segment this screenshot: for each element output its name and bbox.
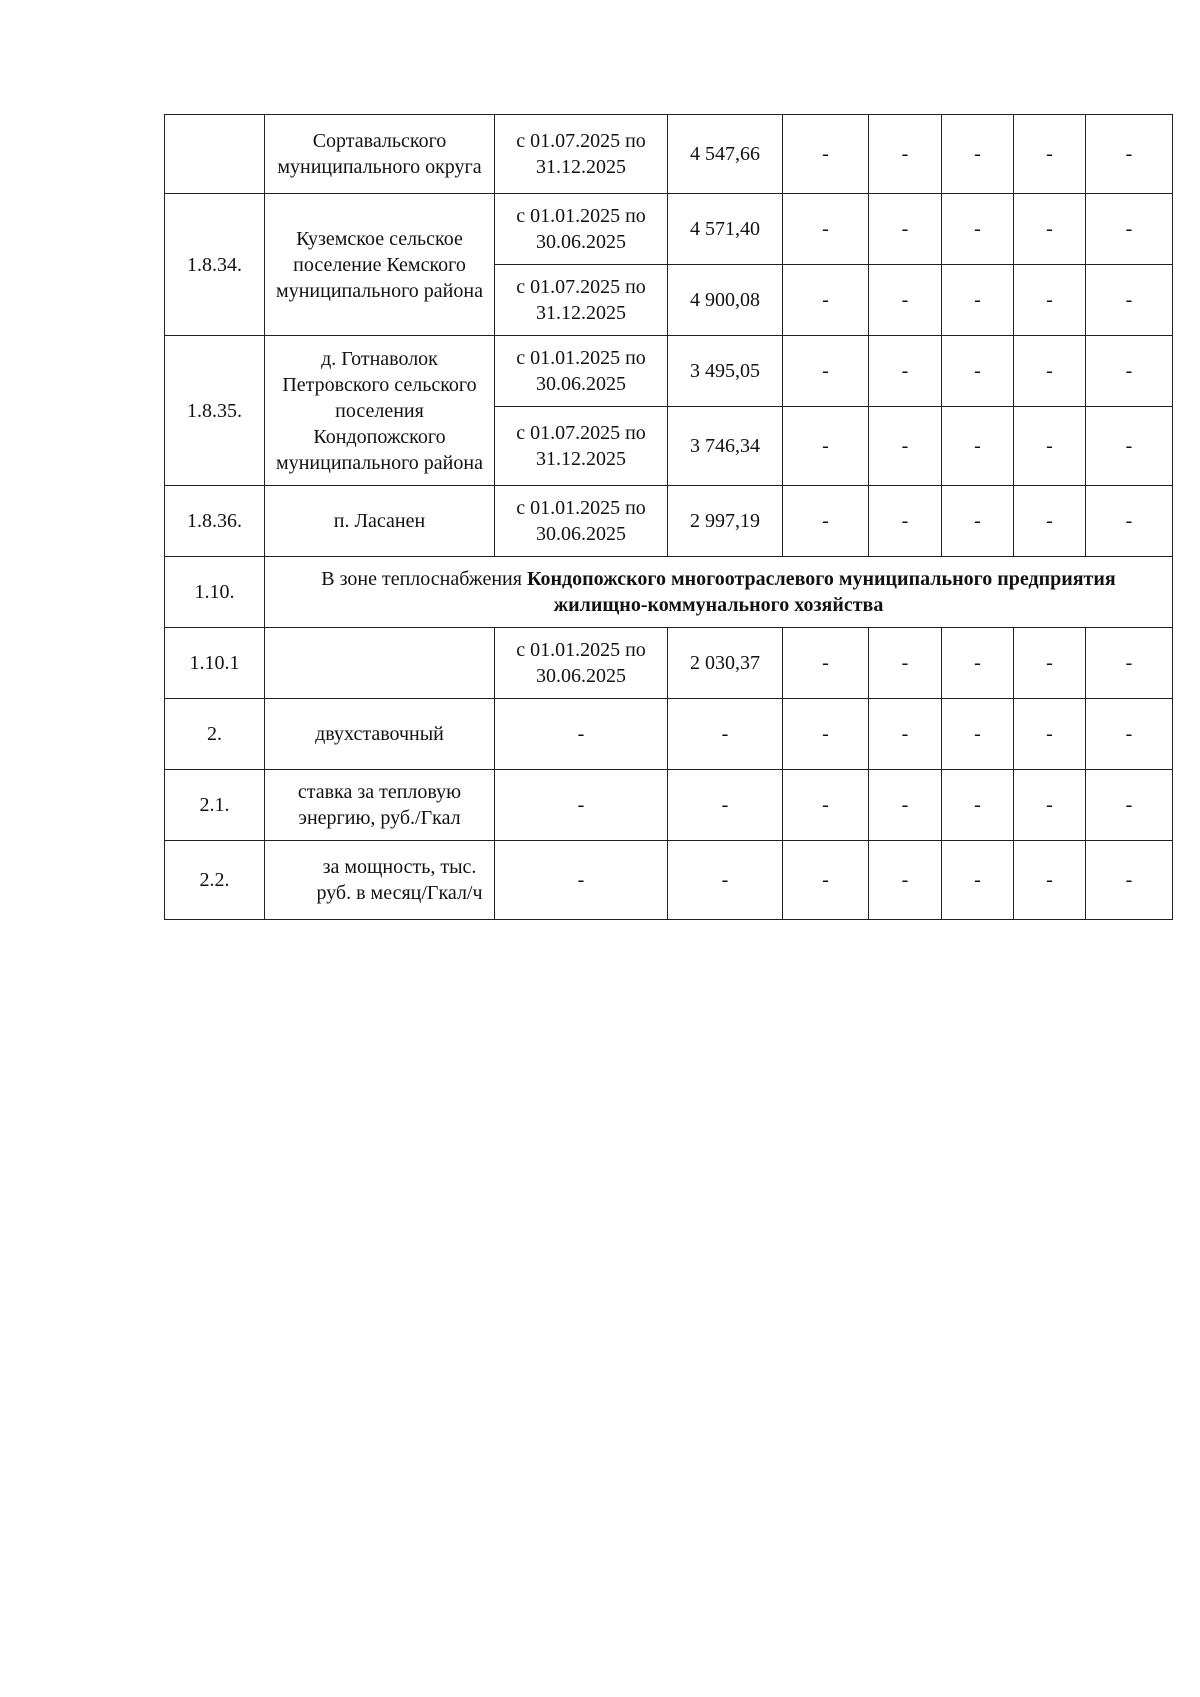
row-name: за мощность, тыс. руб. в месяц/Гкал/ч [265,841,495,920]
dash-cell: - [1014,699,1086,770]
dash-cell: - [869,770,942,841]
tariff-value: 2 030,37 [668,628,783,699]
row-name: д. Готнаволок Петровского сельского поселения Кондопожского муниципального района [265,336,495,486]
dash-cell: - [1086,699,1173,770]
row-name: Сортавальского муниципального округа [265,115,495,194]
zone-heading [265,557,1173,628]
dash-cell: - [783,628,869,699]
row-number: 2. [165,699,265,770]
dash-cell: - [1014,265,1086,336]
dash-cell: - [783,115,869,194]
period-cell: с 01.01.2025 по 30.06.2025 [495,486,668,557]
dash-cell: - [1086,628,1173,699]
row-number: 1.10. [165,557,265,628]
period-cell: с 01.01.2025 по 30.06.2025 [495,336,668,407]
tariff-value: 4 547,66 [668,115,783,194]
dash-cell: - [869,194,942,265]
dash-cell: - [869,699,942,770]
tariff-value: 4 571,40 [668,194,783,265]
dash-cell: - [1014,841,1086,920]
row-name: Куземское сельское поселение Кемского муниципального района [265,194,495,336]
dash-cell: - [783,486,869,557]
dash-cell: - [942,486,1014,557]
dash-cell: - [942,699,1014,770]
dash-cell: - [942,841,1014,920]
dash-cell: - [495,699,668,770]
dash-cell: - [1014,115,1086,194]
table-row [165,336,1173,407]
dash-cell: - [668,841,783,920]
tariff-value: 2 997,19 [668,486,783,557]
period-cell: с 01.07.2025 по 31.12.2025 [495,407,668,486]
period-cell: с 01.07.2025 по 31.12.2025 [495,115,668,194]
dash-cell: - [942,407,1014,486]
dash-cell: - [869,841,942,920]
dash-cell: - [1014,486,1086,557]
row-number: 1.8.34. [165,194,265,336]
dash-cell: - [942,265,1014,336]
dash-cell: - [783,841,869,920]
dash-cell: - [1086,407,1173,486]
table-row [165,628,1173,699]
dash-cell: - [1086,770,1173,841]
row-number: 2.2. [165,841,265,920]
dash-cell: - [1014,770,1086,841]
table-row [165,770,1173,841]
dash-cell: - [1086,486,1173,557]
tariff-value: 4 900,08 [668,265,783,336]
dash-cell: - [942,115,1014,194]
dash-cell: - [1014,336,1086,407]
dash-cell: - [869,407,942,486]
dash-cell: - [1014,407,1086,486]
dash-cell: - [668,699,783,770]
dash-cell: - [1086,115,1173,194]
row-number: 2.1. [165,770,265,841]
dash-cell: - [869,265,942,336]
dash-cell: - [668,770,783,841]
table-row [165,194,1173,265]
row-name: п. Ласанен [265,486,495,557]
tariff-value: 3 746,34 [668,407,783,486]
table-row [165,486,1173,557]
zone-prefix: В зоне теплоснабжения [321,568,527,590]
dash-cell: - [869,115,942,194]
dash-cell: - [783,770,869,841]
dash-cell: - [783,407,869,486]
dash-cell: - [783,336,869,407]
period-cell: с 01.07.2025 по 31.12.2025 [495,265,668,336]
table-row [165,841,1173,920]
dash-cell: - [869,336,942,407]
row-number [165,115,265,194]
zone-operator-name: Кондопожского многоотраслевого муниципального предприятия жилищно-коммунального хозяйства [526,568,1116,616]
period-cell: с 01.01.2025 по 30.06.2025 [495,194,668,265]
tariff-value: 3 495,05 [668,336,783,407]
dash-cell: - [783,699,869,770]
row-name: ставка за тепловую энергию, руб./Гкал [265,770,495,841]
dash-cell: - [869,628,942,699]
dash-cell: - [783,265,869,336]
row-name [265,628,495,699]
table-row [165,699,1173,770]
dash-cell: - [1086,336,1173,407]
dash-cell: - [869,486,942,557]
row-number: 1.8.36. [165,486,265,557]
tariff-table [164,114,1173,920]
period-cell: с 01.01.2025 по 30.06.2025 [495,628,668,699]
dash-cell: - [942,770,1014,841]
dash-cell: - [942,336,1014,407]
row-number: 1.10.1 [165,628,265,699]
dash-cell: - [1086,194,1173,265]
dash-cell: - [942,628,1014,699]
dash-cell: - [1014,194,1086,265]
dash-cell: - [495,770,668,841]
table-row [165,115,1173,194]
dash-cell: - [942,194,1014,265]
dash-cell: - [495,841,668,920]
row-number: 1.8.35. [165,336,265,486]
dash-cell: - [1086,265,1173,336]
dash-cell: - [783,194,869,265]
dash-cell: - [1014,628,1086,699]
table-row [165,557,1173,628]
dash-cell: - [1086,841,1173,920]
row-name: двухставочный [265,699,495,770]
